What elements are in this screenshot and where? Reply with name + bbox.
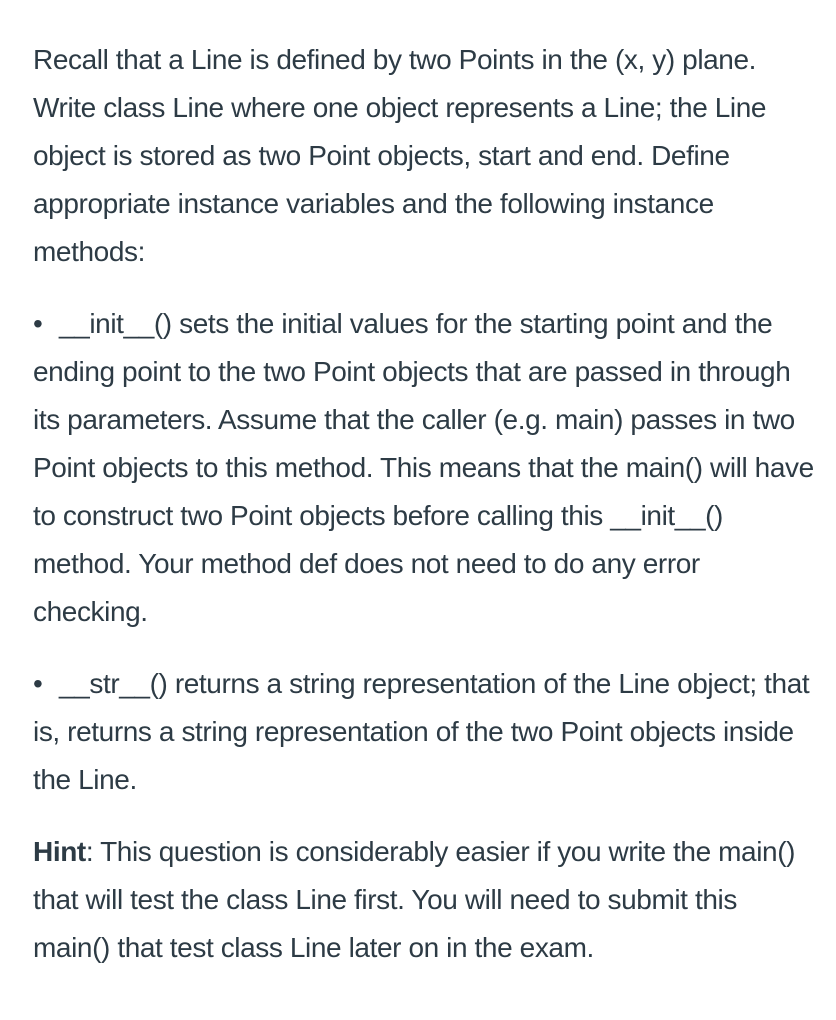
bullet-init-method [33, 300, 820, 636]
bullet-init-text: __init__() sets the initial values for the starting point and the ending point to the two Point objects that are passed in through its parameters. Assume that the caller (e.g. main) passes in two Point objects to this method. This means that the main() will have to construct two Point objects before calling this __init__() method. Your method def does not need to do any error checking. [33, 308, 814, 627]
bullet-str-method [33, 660, 820, 804]
question-intro: Recall that a Line is defined by two Points in the (x, y) plane. Write class Line where one object represents a Line; the Line object is stored as two Point objects, start and end. Define appropriate instance variables and the following instance methods: [33, 44, 767, 267]
hint-label: Hint [33, 836, 86, 867]
bullet-marker: • [33, 308, 43, 339]
hint-paragraph [33, 828, 820, 972]
hint-text: : This question is considerably easier if you write the main() that will test the class Line first. You will need to submit this main() that test class Line later on in the exam. [33, 836, 796, 963]
bullet-str-text: __str__() returns a string representation of the Line object; that is, returns a string representation of the two Point objects inside the Line. [33, 668, 810, 795]
bullet-marker: • [33, 668, 43, 699]
